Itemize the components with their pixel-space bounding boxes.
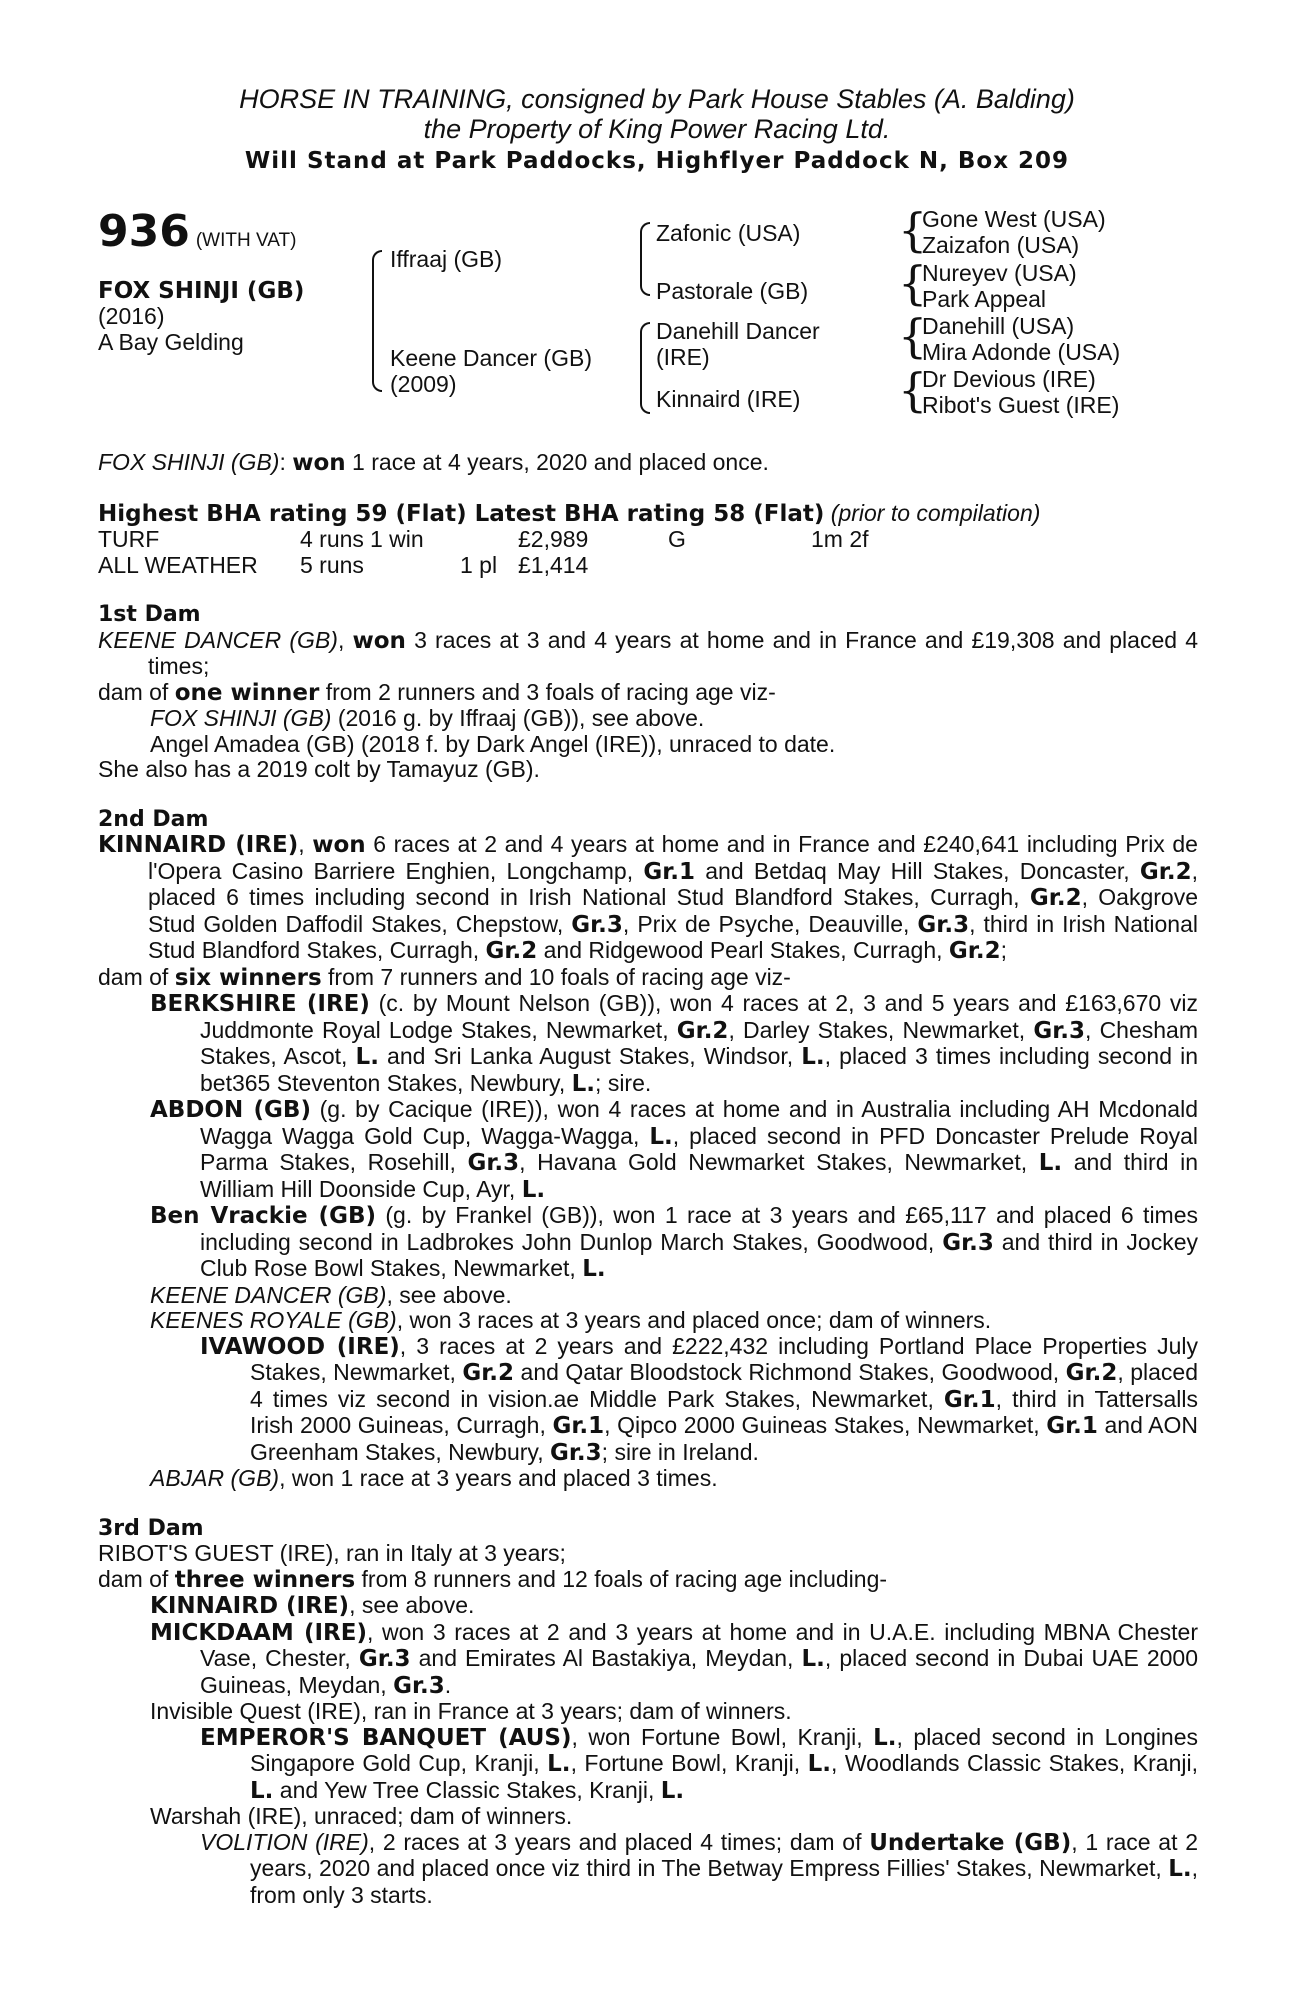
pedigree-dam-dam: Kinnaird (IRE) xyxy=(656,386,801,412)
bha-ratings: Highest BHA rating 59 (Flat) Latest BHA rating 58 (Flat) xyxy=(98,500,825,527)
pedigree-brace-4b: { xyxy=(898,256,928,310)
lot-number: 936 xyxy=(98,206,190,257)
pedigree-dsd: Mira Adonde (USA) xyxy=(922,339,1121,365)
pedigree-dam-sire-2: (IRE) xyxy=(656,344,710,370)
progeny-warshah: Warshah (IRE), unraced; dam of winners. xyxy=(150,1803,573,1829)
pedigree-brace-4c: { xyxy=(898,309,928,363)
pedigree-brace-4a: { xyxy=(898,203,928,257)
progeny-abjar: ABJAR (GB), won 1 race at 3 years and placed 3 times. xyxy=(150,1465,718,1491)
race-summary: FOX SHINJI (GB): won 1 race at 4 years, 2020 and placed once. xyxy=(98,449,769,476)
pedigree-brace-sire xyxy=(640,222,650,296)
pedigree-brace-main xyxy=(372,250,382,392)
catalogue-body xyxy=(98,450,1198,1908)
progeny-kinnaird: KINNAIRD (IRE), see above. xyxy=(150,1592,475,1619)
pedigree-dam-sire-1: Danehill Dancer xyxy=(656,318,820,344)
page-header xyxy=(0,84,1314,176)
pedigree-sire: Iffraaj (GB) xyxy=(390,246,503,272)
pedigree-sss: Gone West (USA) xyxy=(922,206,1106,232)
pedigree-ddd: Ribot's Guest (IRE) xyxy=(922,392,1120,418)
pedigree-sire-sire: Zafonic (USA) xyxy=(656,220,801,246)
pedigree-dds: Dr Devious (IRE) xyxy=(922,366,1096,392)
first-dam-heading: 1st Dam xyxy=(98,602,201,627)
pedigree-brace-4d: { xyxy=(898,363,928,417)
progeny-emperors-banquet: EMPEROR'S BANQUET (AUS), won Fortune Bowl, Kranji, L., placed second in Longines Singapore Gold Cup, Kranji, L., Fortune Bowl, Kranji, L., Woodlands Classic Stakes, Kranji, L. and Yew Tree Classic Stakes, Kranji, L. xyxy=(200,1723,1199,1804)
stand-line: Will Stand at Park Paddocks, Highflyer Paddock N, Box 209 xyxy=(244,148,1070,174)
pedigree-sds: Nureyev (USA) xyxy=(922,260,1077,286)
lot-number-block xyxy=(98,206,296,258)
owner-line: the Property of King Power Racing Ltd. xyxy=(423,114,891,144)
progeny-ivawood: IVAWOOD (IRE), 3 races at 2 years and £222,432 including Portland Place Properties July Stakes, Newmarket, Gr.2 and Qatar Bloodstock Richmond Stakes, Goodwood, Gr.2, placed 4 times viz second in vision.ae Middle Park Stakes, Newmarket, Gr.1, third in Tattersalls Irish 2000 Guineas, Curragh, Gr.1, Qipco 2000 Guineas Stakes, Newmarket, Gr.1 and AON Greenham Stakes, Newbury, Gr.3; sire in Ireland. xyxy=(200,1332,1199,1466)
all-weather-row: ALL WEATHER 5 runs 1 pl £1,414 xyxy=(98,551,589,578)
ratings-note: (prior to compilation) xyxy=(830,499,1041,526)
horse-year: (2016) xyxy=(98,303,165,329)
progeny-invisible-quest: Invisible Quest (IRE), ran in France at 3 years; dam of winners. xyxy=(150,1698,792,1724)
pedigree-ssd: Zaizafon (USA) xyxy=(922,232,1080,258)
progeny-mickdaam: MICKDAAM (IRE), won 3 races at 2 and 3 years at home and in U.A.E. including MBNA Chester Vase, Chester, Gr.3 and Emirates Al Bastakiya, Meydan, L., placed second in Dubai UAE 2000 Guineas, Meydan, Gr.3. xyxy=(150,1618,1198,1699)
pedigree-dam-year: (2009) xyxy=(390,371,457,397)
pedigree-sire-dam: Pastorale (GB) xyxy=(656,278,809,304)
progeny-volition: VOLITION (IRE), 2 races at 3 years and placed 4 times; dam of Undertake (GB), 1 race at 2 years, 2020 and placed once viz third in The Betway Empress Fillies' Stakes, Newmarket, L., from only 3 starts. xyxy=(200,1828,1199,1908)
consignor-line: HORSE IN TRAINING, consigned by Park House Stables (A. Balding) xyxy=(239,84,1075,114)
first-dam-section: 1st Dam KEENE DANCER (GB), won 3 races at 3 and 4 years at home and in France and £19,308 and placed 4 times; dam of one winner from 2 runners and 3 foals of racing age viz- FOX SHINJI (GB) (2016 g. by Iffraaj (GB)), see above. Angel Amadea (GB) (2018 f. by Dark Angel (IRE)), unraced to date. She also has a 2019 colt by Tamayuz (GB). xyxy=(98,602,1198,782)
second-dam-heading: 2nd Dam xyxy=(98,806,209,832)
ratings-block xyxy=(98,501,1198,579)
progeny-berkshire: BERKSHIRE (IRE) (c. by Mount Nelson (GB)), won 4 races at 2, 3 and 5 years and £163,670 viz Juddmonte Royal Lodge Stakes, Newmarket, Gr.2, Darley Stakes, Newmarket, Gr.3, Chesham Stakes, Ascot, L. and Sri Lanka August Stakes, Windsor, L., placed 3 times including second in bet365 Steventon Stakes, Newbury, L.; sire. xyxy=(150,990,1198,1097)
second-dam-section: 2nd Dam KINNAIRD (IRE), won 6 races at 2 and 4 years at home and in France and £240,641 including Prix de l'Opera Casino Barriere Enghien, Longchamp, Gr.1 and Betdaq May Hill Stakes, Doncaster, Gr.2, placed 6 times including second in Irish National Stud Blandford Stakes, Curragh, Gr.2, Oakgrove Stud Golden Daffodil Stakes, Chepstow, Gr.3, Prix de Psyche, Deauville, Gr.3, third in Irish National Stud Blandford Stakes, Curragh, Gr.2 and Ridgewood Pearl Stakes, Curragh, Gr.2; dam of six winners from 7 runners and 10 foals of racing age viz- BERKSHIRE (IRE) (c. by Mount Nelson (GB)), won 4 races at 2, 3 and 5 years and £163,670 viz Juddmonte Royal Lodge Stakes, Newmarket, Gr.2, Darley Stakes, Newmarket, Gr.3, Chesham Stakes, Ascot, L. and Sri Lanka August Stakes, Windsor, L., placed 3 times including second in bet365 Steventon Stakes, Newbury, L.; sire. ABDON (GB) (g. by Cacique (IRE)), won 4 races at home and in Australia including AH Mcdonald Wagga Wagga Gold Cup, Wagga-Wagga, L., placed second in PFD Doncaster Prelude Royal Parma Stakes, Rosehill, Gr.3, Havana Gold Newmarket Stakes, Newmarket, L. and third in William Hill Doonside Cup, Ayr, L. Ben Vrackie (GB) (g. by Frankel (GB)), won 1 race at 3 years and £65,117 and placed 6 times including second in Ladbrokes John Dunlop March Stakes, Goodwood, Gr.3 and third in Jockey Club Rose Bowl Stakes, Newmarket, L. KEENE DANCER (GB), see above. KEENES ROYALE (GB), won 3 races at 3 years and placed once; dam of winners. IVAWOOD (IRE), 3 races at 2 years and £222,432 including Portland Place Properties July Stakes, Newmarket, Gr.2 and Qatar Bloodstock Richmond Stakes, Goodwood, Gr.2, placed 4 times viz second in vision.ae Middle Park Stakes, Newmarket, Gr.1, third in Tattersalls Irish 2000 Guineas, Curragh, Gr.1, Qipco 2000 Guineas Stakes, Newmarket, Gr.1 and AON Greenham Stakes, Newbury, Gr.3; sire in Ireland. ABJAR (GB), won 1 race at 3 years and placed 3 times. xyxy=(98,806,1199,1491)
progeny-abdon: ABDON (GB) (g. by Cacique (IRE)), won 4 races at home and in Australia including AH Mcdonald Wagga Wagga Gold Cup, Wagga-Wagga, L., placed second in PFD Doncaster Prelude Royal Parma Stakes, Rosehill, Gr.3, Havana Gold Newmarket Stakes, Newmarket, L. and third in William Hill Doonside Cup, Ayr, L. xyxy=(150,1096,1199,1203)
horse-name: FOX SHINJI (GB) xyxy=(98,278,305,304)
progeny-keene-dancer: KEENE DANCER (GB), see above. xyxy=(150,1281,512,1308)
pedigree-dam: Keene Dancer (GB) xyxy=(390,345,592,371)
third-dam-section: 3rd Dam RIBOT'S GUEST (IRE), ran in Italy at 3 years; dam of three winners from 8 runners and 12 foals of racing age including- KINNAIRD (IRE), see above. MICKDAAM (IRE), won 3 races at 2 and 3 years at home and in U.A.E. including MBNA Chester Vase, Chester, Gr.3 and Emirates Al Bastakiya, Meydan, L., placed second in Dubai UAE 2000 Guineas, Meydan, Gr.3. Invisible Quest (IRE), ran in France at 3 years; dam of winners. EMPEROR'S BANQUET (AUS), won Fortune Bowl, Kranji, L., placed second in Longines Singapore Gold Cup, Kranji, L., Fortune Bowl, Kranji, L., Woodlands Classic Stakes, Kranji, L. and Yew Tree Classic Stakes, Kranji, L. Warshah (IRE), unraced; dam of winners. VOLITION (IRE), 2 races at 3 years and placed 4 times; dam of Undertake (GB), 1 race at 2 years, 2020 and placed once viz third in The Betway Empress Fillies' Stakes, Newmarket, L., from only 3 starts. xyxy=(98,1515,1199,1908)
pedigree-brace-dam xyxy=(640,322,650,414)
vat-note: (WITH VAT) xyxy=(195,230,297,251)
progeny-ben-vrackie: Ben Vrackie (GB) (g. by Frankel (GB)), won 1 race at 3 years and £65,117 and placed 6 times including second in Ladbrokes John Dunlop March Stakes, Goodwood, Gr.3 and third in Jockey Club Rose Bowl Stakes, Newmarket, L. xyxy=(150,1202,1199,1282)
turf-row: TURF 4 runs 1 win £2,989 G 1m 2f xyxy=(98,526,869,552)
pedigree-dss: Danehill (USA) xyxy=(922,313,1075,339)
third-dam-heading: 3rd Dam xyxy=(98,1515,204,1541)
progeny-keenes-royale: KEENES ROYALE (GB), won 3 races at 3 years and placed once; dam of winners. xyxy=(150,1307,992,1333)
pedigree-sdd: Park Appeal xyxy=(922,286,1047,312)
horse-description: A Bay Gelding xyxy=(98,329,244,355)
